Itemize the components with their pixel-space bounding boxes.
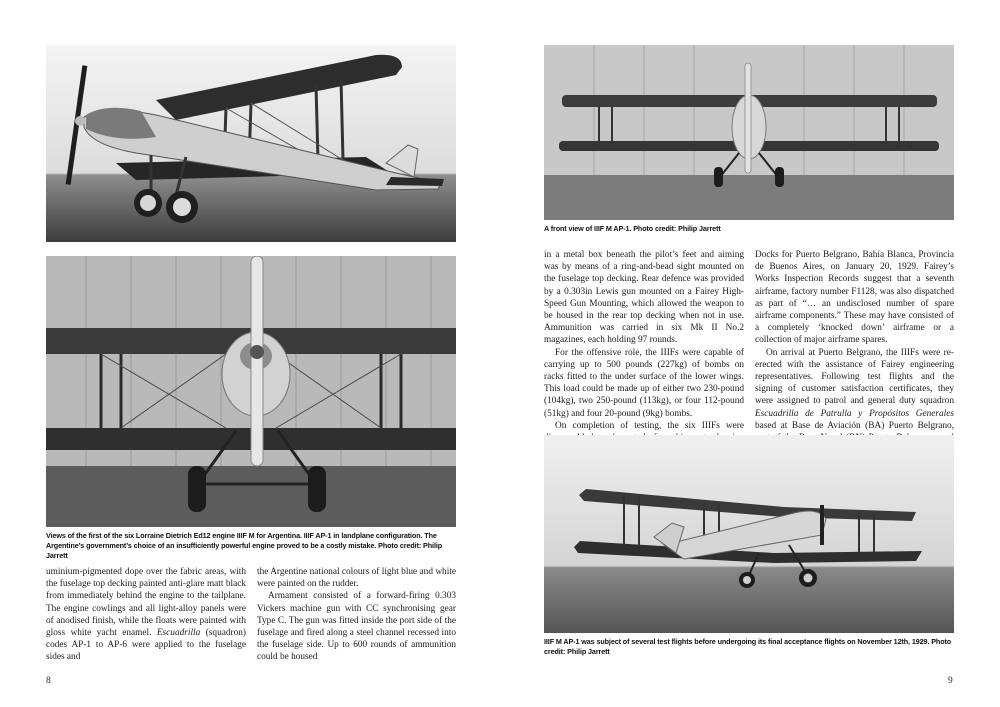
photo-front-view-outside: [544, 45, 954, 220]
biplane-front-illustration: [46, 256, 456, 527]
text-run: based at Base de Aviación (BA) Puerto Belgrano,: [755, 420, 954, 431]
right-page-column-2: [755, 249, 954, 456]
paragraph: Docks for Puerto Belgrano, Bahía Blanca, Provincia de Buenos Aires, on January 20, 1929. Fairey’s Works Inspection Records suggest that a seventh airframe, factory number F1128, was also dispatched as part of “… an undisclosed number of spare airframe components.” These may have consisted of a completely ‘knocked down’ airframe or a collection of major airframe spares.: [755, 250, 954, 346]
right-page-column-1: [544, 249, 744, 456]
italic-term: Escuadrilla: [156, 628, 201, 639]
caption-right-top-photo: A front view of IIIF M AP-1. Photo credit: Philip Jarrett: [544, 224, 721, 233]
paragraph: [46, 566, 246, 664]
biplane-front-outside-illustration: [544, 45, 954, 220]
text-run: (squadron) codes AP-1 to AP-6 were applied to the fuselage sides and: [46, 628, 246, 663]
biplane-side-illustration: [46, 45, 456, 242]
page-number-right: 9: [948, 676, 953, 686]
paragraph: On completion of testing, the six IIIFs were: [555, 420, 744, 431]
text-run: uminium-pigmented dope over the fabric areas, with the fuselage top decking painted anti-glare matt black from immediately behind the engine to the tailplane. The engine cowlings and all light-alloy panels were of anodised finish, while the floats were painted with gloss white yacht enamel.: [46, 567, 246, 639]
italic-term: Escuadrilla de Patrulla y Propósitos Generales: [755, 408, 954, 419]
photo-front-view-hangar: [46, 256, 456, 527]
photo-side-view-biplane: [46, 45, 456, 242]
text-run: On arrival at Puerto Belgrano, the IIIFs were re-erected with the assistance of Fairey engineering representatives. Following test flights and the signing of customer satisfaction certificates, they were assigned to patrol and general duty squadron: [755, 347, 954, 407]
caption-right-bottom-photo: IIIF M AP-1 was subject of several test flights before undergoing its final acceptance flights on November 12th, 1929. Photo credit: Philip Jarrett: [544, 637, 952, 656]
paragraph: Armament consisted of a forward-firing 0.303 Vickers machine gun with CC synchronising gear Type C. The gun was fitted inside the port side of the fuselage and fired along a steel channel recessed into the fuselage side. Up to 600 rounds of ammunition could be housed: [257, 591, 456, 663]
paragraph: For the offensive role, the IIIFs were capable of carrying up to 500 pounds (227kg) of bombs on racks fitted to the under surface of the lower wings. This load could be made up of either two 230-pound (104kg), two 250-pound (113kg), or four 112-pound (51kg) and four 20-pound (9kg) bombs.: [544, 347, 744, 419]
page-number-left: 8: [46, 676, 51, 686]
photo-three-quarter-airfield: [544, 435, 954, 633]
left-page-column-1: [46, 566, 246, 664]
right-page: [500, 0, 1000, 707]
paragraph: the Argentine national colours of light blue and white were painted on the rudder.: [257, 567, 456, 590]
caption-left-photos: Views of the first of the six Lorraine Dietrich Ed12 engine IIIF M for Argentina. IIIF AP-1 in landplane configuration. The Argentine’s government’s choice of an insufficiently powerful engine proved to be a costly mistake. Photo credit: Philip Jarrett: [46, 531, 443, 560]
left-page-column-2: [257, 566, 456, 664]
biplane-airfield-illustration: [544, 435, 954, 633]
paragraph: in a metal box beneath the pilot’s feet and aiming was by means of a ring-and-bead sight mounted on the fuselage top decking. Rear defence was provided by a 0.303in Lewis gun mounted on a Fairey High-Speed Gun Mounting, which allowed the weapon to be housed in the rear top decking when not in use. Ammunition was carried in six Mk II No.2 magazines, each holding 97 rounds.: [544, 250, 744, 346]
